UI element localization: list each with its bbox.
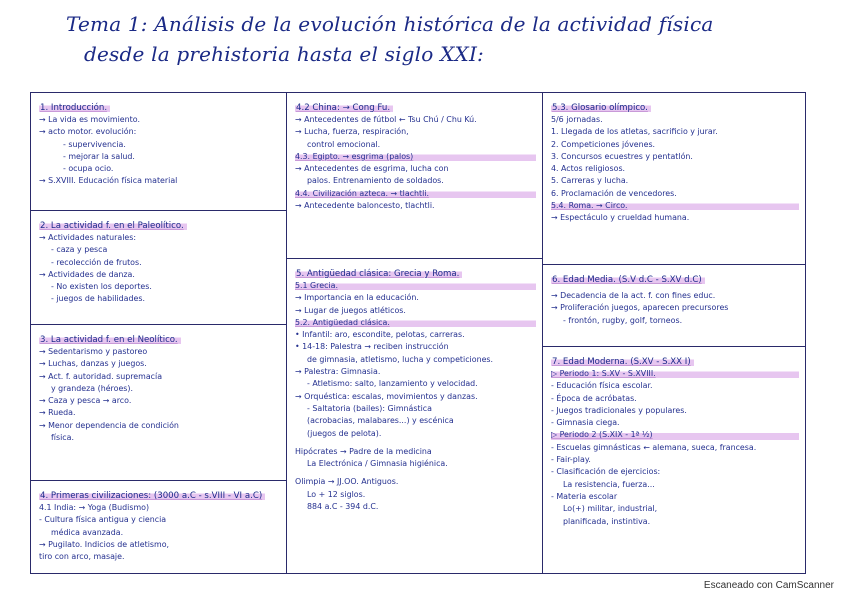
note-line: • Infantil: aro, escondite, pelotas, carreras. [295, 330, 465, 340]
note-line: → Orquéstica: escalas, movimientos y danzas. [295, 391, 478, 401]
note-line: → La vida es movimiento. [39, 115, 140, 124]
note-line: 3. Concursos ecuestres y pentatlón. [551, 151, 693, 161]
section-glosario-olimpico [543, 93, 805, 265]
note-line: → acto motor. evolución: [39, 127, 137, 137]
note-line: - recolección de frutos. [51, 257, 142, 267]
note-line: → Caza y pesca → arco. [39, 396, 132, 406]
note-line: → Lucha, fuerza, respiración, [295, 127, 409, 137]
note-line: (acrobacias, malabares...) y escénica [307, 416, 454, 426]
note-line: - Atletismo: salto, lanzamiento y velocidad. [307, 379, 478, 389]
section-heading: 3. La actividad f. en el Neolítico. [39, 334, 181, 346]
page-subtitle: desde la prehistoria hasta el siglo XXI: [84, 42, 484, 66]
note-line: física. [51, 433, 74, 443]
note-line: - Escuelas gimnásticas ← alemana, sueca, francesa. [551, 442, 757, 452]
note-line: - Fair-play. [551, 455, 591, 465]
note-line: La Electrónica / Gimnasia higiénica. [307, 459, 448, 469]
note-line: → Rueda. [39, 408, 76, 418]
note-line: - No existen los deportes. [51, 282, 152, 292]
note-line: → Espectáculo y crueldad humana. [551, 213, 690, 223]
subheading: 4.4. Civilización azteca. → tlachtli. [295, 188, 536, 200]
note-line: Hipócrates → Padre de la medicina [295, 446, 432, 456]
note-line: (juegos de pelota). [307, 428, 382, 438]
note-line: control emocional. [307, 139, 381, 149]
section-heading: 4. Primeras civilizaciones: (3000 a.C - s.VIII - VI a.C) [39, 490, 265, 502]
note-line: • 14-18: Palestra → reciben instrucción [295, 342, 449, 352]
note-line: 4. Actos religiosos. [551, 164, 626, 174]
note-line: - Época de acróbatas. [551, 393, 637, 403]
section-antiguedad-clasica [287, 259, 542, 575]
note-line: → Decadencia de la act. f. con fines educ. [551, 291, 716, 300]
section-introduccion [31, 93, 286, 211]
note-line: 6. Proclamación de vencedores. [551, 188, 677, 198]
note-line: 5/6 jornadas. [551, 115, 603, 124]
section-china-egipto [287, 93, 542, 259]
subheading: 5.2. Antigüedad clásica. [295, 317, 536, 329]
note-line: - juegos de habilidades. [51, 294, 145, 304]
note-line: → Antecedente baloncesto, tlachtli. [295, 201, 435, 211]
note-line: - Materia escolar [551, 491, 618, 501]
section-heading: 4.2 China: → Cong Fu. [295, 102, 393, 114]
note-line: → Actividades naturales: [39, 233, 137, 242]
section-edad-moderna [543, 347, 805, 575]
scanner-watermark: Escaneado con CamScanner [703, 580, 834, 591]
note-line: Lo(+) militar, industrial, [563, 504, 658, 514]
note-line: - Juegos tradicionales y populares. [551, 405, 687, 415]
subheading: ▷ Periodo 1: S.XV - S.XVIII. [551, 368, 799, 380]
notes-sheet [30, 92, 806, 574]
column-1 [31, 93, 287, 573]
column-3 [543, 93, 805, 573]
section-heading: 2. La actividad f. en el Paleolítico. [39, 220, 187, 232]
section-heading: 7. Edad Moderna. (S.XV - S.XX I) [551, 356, 694, 368]
note-line: → Palestra: Gimnasia. [295, 367, 381, 377]
note-line: → Menor dependencia de condición [39, 420, 179, 430]
note-line: 1. Llegada de los atletas, sacrificio y jurar. [551, 127, 718, 137]
section-heading: 5. Antigüedad clásica: Grecia y Roma. [295, 268, 462, 280]
note-line: La resistencia, fuerza... [563, 479, 655, 489]
note-line: y grandeza (héroes). [51, 383, 133, 393]
note-line: → S.XVIII. Educación física material [39, 176, 178, 186]
note-line: Olimpia → JJ.OO. Antiguos. [295, 477, 399, 487]
note-line: - supervivencia. [63, 139, 126, 149]
note-line: palos. Entrenamiento de soldados. [307, 176, 444, 186]
note-line: → Luchas, danzas y juegos. [39, 359, 147, 369]
note-line: 884 a.C - 394 d.C. [307, 502, 379, 512]
note-line: - Gimnasia ciega. [551, 418, 620, 428]
note-line: → Antecedentes de fútbol ← Tsu Chú / Chu Kú. [295, 115, 477, 124]
section-heading: 6. Edad Media. (S.V d.C - S.XV d.C) [551, 274, 705, 286]
note-line: médica avanzada. [51, 527, 124, 537]
section-civilizaciones [31, 481, 286, 575]
note-line: → Pugilato. Indicios de atletismo, [39, 539, 170, 549]
section-edad-media [543, 265, 805, 347]
section-heading: 1. Introducción. [39, 102, 110, 114]
section-heading: 5.3. Glosario olímpico. [551, 102, 651, 114]
note-line: planificada, instintiva. [563, 516, 651, 526]
note-line: 2. Competiciones jóvenes. [551, 139, 656, 149]
note-line: - Educación física escolar. [551, 381, 653, 391]
section-neolitico [31, 325, 286, 481]
subheading: ▷ Periodo 2 (S.XIX - 1ª ½) [551, 429, 799, 441]
note-line: - Cultura física antigua y ciencia [39, 515, 167, 525]
note-line: → Lugar de juegos atléticos. [295, 305, 406, 315]
subheading: 5.4. Roma. → Circo. [551, 200, 799, 212]
note-line: 4.1 India: → Yoga (Budismo) [39, 503, 150, 512]
note-line: → Sedentarismo y pastoreo [39, 347, 148, 356]
note-line: de gimnasia, atletismo, lucha y competiciones. [307, 354, 494, 364]
note-line: - Clasificación de ejercicios: [551, 467, 661, 477]
note-line: → Act. f. autoridad. supremacía [39, 371, 163, 381]
subheading: 4.3. Egipto. → esgrima (palos) [295, 151, 536, 163]
note-line: - frontón, rugby, golf, torneos. [563, 315, 683, 325]
note-line: - ocupa ocio. [63, 164, 114, 174]
note-line: → Antecedentes de esgrima, lucha con [295, 164, 449, 174]
note-line: tiro con arco, masaje. [39, 552, 125, 562]
note-line: - mejorar la salud. [63, 151, 135, 161]
note-line: Lo + 12 siglos. [307, 489, 366, 499]
note-line: → Proliferación juegos, aparecen precursores [551, 303, 729, 313]
note-line: - Saltatoria (bailes): Gimnástica [307, 403, 432, 413]
note-line: - caza y pesca [51, 245, 108, 255]
column-2 [287, 93, 543, 573]
note-line: 5. Carreras y lucha. [551, 176, 629, 186]
section-paleolitico [31, 211, 286, 325]
note-line: → Importancia en la educación. [295, 293, 419, 303]
note-line: → Actividades de danza. [39, 269, 135, 279]
subheading: 5.1 Grecia. [295, 280, 536, 292]
page-title: Tema 1: Análisis de la evolución histórica de la actividad física [66, 12, 714, 36]
